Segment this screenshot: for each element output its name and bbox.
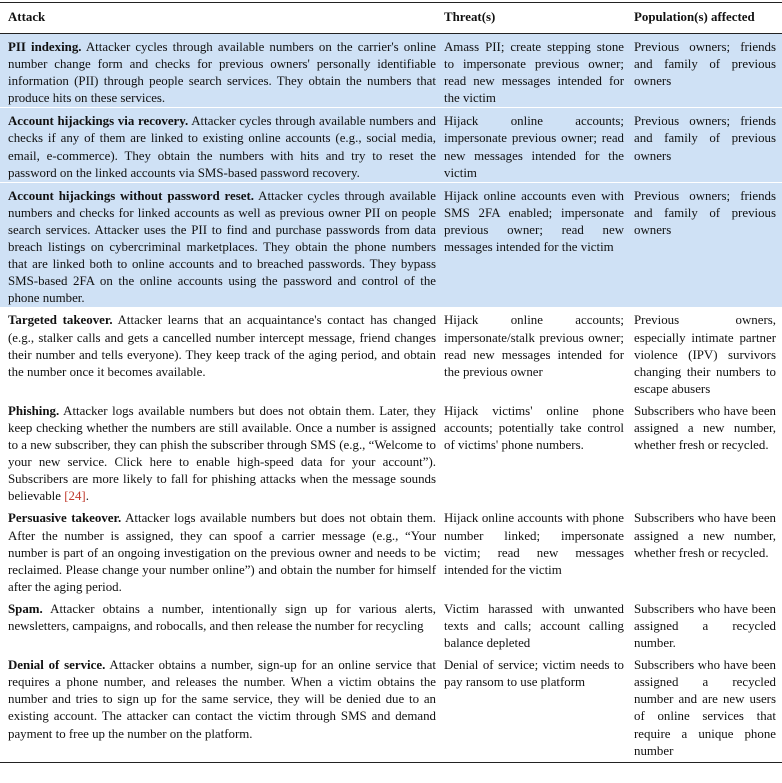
threat-cell: Amass PII; create stepping stone to impersonate previous owner; read new messages intended for the victim (440, 34, 630, 108)
attack-cell (0, 398, 440, 506)
attack-cell (0, 34, 440, 108)
attack-cell (0, 596, 440, 652)
attack-name: PII indexing. (8, 40, 82, 54)
table-row (0, 34, 782, 108)
table-header-row (0, 3, 782, 34)
citation-link[interactable]: [24] (64, 489, 86, 504)
population-cell: Subscribers who have been assigned a new number, whether fresh or recycled. (634, 511, 776, 560)
population-cell: Previous owners; friends and family of previous owners (630, 34, 782, 108)
table-row (0, 652, 782, 762)
header-attack: Attack (0, 3, 440, 34)
table-row (0, 307, 782, 397)
header-threats: Threat(s) (440, 3, 630, 34)
attack-name: Account hijackings without password reset. (8, 188, 254, 203)
threat-cell: Hijack online accounts; impersonate/stalk previous owner; read new messages intended for the previous owner (444, 313, 624, 379)
header-population: Population(s) affected (630, 3, 782, 34)
population-cell: Previous owners, especially intimate partner violence (IPV) survivors changing their numbers to escape abusers (634, 313, 776, 396)
attack-description: Attacker obtains a number, intentionally sign up for various alerts, newsletters, campaigns, and robocalls, and then release the number for recycling (8, 601, 437, 633)
attack-description: Attacker logs available numbers but does not obtain them. Later, they keep checking whether the numbers are still available. Once a number is assigned to a new subscriber, they can phish the subscriber through SMS (e.g., “Welcome to your new service. Click here to enable high-speed data for your account”). Subscribers are more likely to fall for phishing attacks when the message sounds believable (8, 403, 437, 504)
attack-description: Attacker cycles through available numbers and checks if any of them are linked to existing online accounts (e.g., social media, email, e-commerce). They obtain the numbers with hits and try to reset the password on the linked accounts via SMS-based password recovery. (8, 114, 436, 180)
table-row (0, 398, 782, 506)
threat-cell: Hijack online accounts; impersonate previous owner; read new messages intended for the victim (440, 108, 630, 182)
attack-description: Attacker obtains a number, sign-up for an online service that requires a phone number, and releases the number. When a victim obtains the number and tries to sign up for the same service, they will be denied due to an existing account. The attacker can contact the victim through SMS and demand payment to free up the number on the platform. (8, 658, 436, 741)
attack-name: Denial of service. (8, 658, 106, 673)
attack-cell (0, 108, 440, 182)
table-row (0, 505, 782, 595)
population-cell: Subscribers who have been assigned a recycled number and are new users of online services that require a unique phone number (630, 652, 782, 762)
table-row (0, 182, 782, 307)
threat-cell: Denial of service; victim needs to pay ransom to use platform (440, 652, 630, 762)
attack-cell (0, 307, 440, 397)
threat-cell: Hijack victims' online phone accounts; potentially take control of victims' phone numbers. (444, 403, 624, 453)
attack-name: Persuasive takeover. (8, 511, 122, 526)
attack-name: Account hijackings via recovery. (8, 114, 189, 129)
attack-name: Phishing. (8, 403, 60, 418)
threat-cell: Victim harassed with unwanted texts and calls; account calling balance depleted (444, 601, 624, 651)
attack-name: Spam. (8, 601, 43, 616)
population-cell: Previous owners; friends and family of previous owners (630, 182, 782, 307)
attack-description: Attacker logs available numbers but does not obtain them. After the number is assigned, they can spoof a carrier message (e.g., “Your number is part of an ongoing investigation on the previous owner and needs to be reclaimed. Please change your number online”) and obtain the number for himself after the aging period. (8, 511, 437, 594)
attack-description: Attacker learns that an acquaintance's contact has changed (e.g., stalker calls and gets a cancelled number intercept message, friend changes their number and tells everyone). They keep track of the aging period, and obtain the number once it becomes available. (8, 313, 437, 379)
threat-cell: Hijack online accounts even with SMS 2FA enabled; impersonate previous owner; read new messages intended for the victim (440, 182, 630, 307)
attack-cell (0, 652, 440, 762)
population-cell: Previous owners; friends and family of previous owners (630, 108, 782, 182)
population-cell: Subscribers who have been assigned a new number, whether fresh or recycled. (634, 403, 776, 453)
attack-cell (0, 505, 440, 595)
attack-description: Attacker cycles through available numbers and checks for linked accounts as well as previous owner PII on people search services. Attacker uses the PII to find and purchase passwords from data breach listings on cybercriminal marketplaces. They obtain the phone numbers that are linked both to online accounts and to breached passwords. They bypass SMS-based 2FA on the online accounts using the password and control of the phone number. (8, 188, 436, 306)
attack-description-end: . (85, 489, 89, 504)
table-row (0, 596, 782, 652)
threat-cell: Hijack online accounts with phone number linked; impersonate victim; read new messages intended for the victim (444, 511, 624, 577)
attack-table (0, 2, 782, 763)
attack-description: Attacker cycles through available numbers on the carrier's online number change form and checks for previous owners' personally identifiable information (PII) through people search services. They obtain the numbers that produce hits on these services. (8, 40, 436, 106)
attack-cell (0, 182, 440, 307)
table-row (0, 108, 782, 182)
population-cell: Subscribers who have been assigned a recycled number. (634, 601, 776, 651)
attack-name: Targeted takeover. (8, 313, 113, 328)
